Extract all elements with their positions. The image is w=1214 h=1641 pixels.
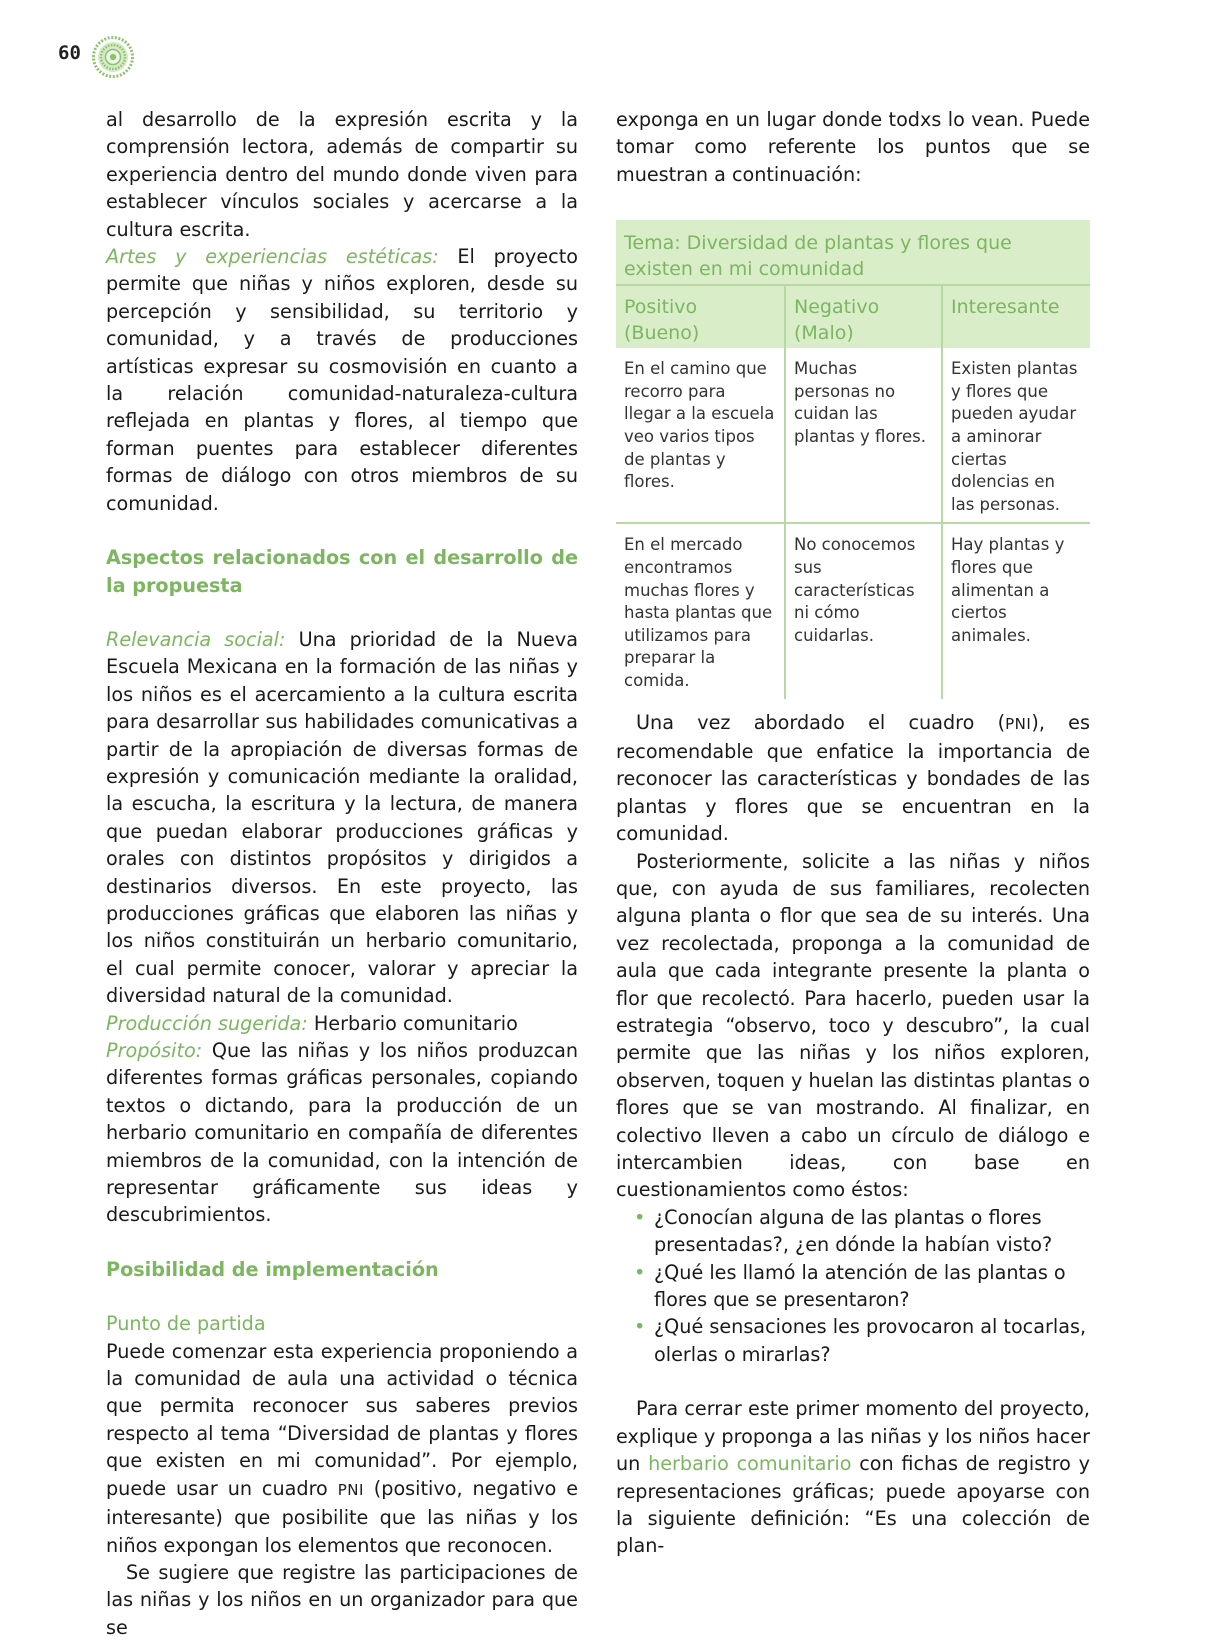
paragraph: Se sugiere que registre las participaciones de las niñas y los niños en un organizador para que se	[106, 1560, 578, 1639]
highlighted-term: herbario comunitario	[648, 1452, 852, 1476]
pni-table	[616, 220, 1090, 698]
column-header-negativo: Negativo (Malo)	[785, 285, 942, 348]
question-list	[616, 1204, 1090, 1368]
paragraph: Para cerrar este primer momento del proyecto, explique y proponga a las niñas y los niños hacer un herbario comunitario con fichas de registro y representaciones gráficas; puede apoyarse con la siguiente definición: “Es una colección de plan-	[616, 1397, 1091, 1558]
term-label: Producción sugerida:	[106, 1011, 308, 1035]
list-item: • ¿Conocían alguna de las plantas o flores presentadas?, ¿en dónde la habían visto?	[654, 1204, 1090, 1259]
paragraph: Posteriormente, solicite a las niñas y niños que, con ayuda de sus familiares, recolecten alguna planta o flor que sea de su interés. Una vez recolectada, proponga a la comunidad de aula que cada integrante presente la planta o flor que recolectó. Para hacerlo, pueden usar la estrategia “observo, toco y descubro”, la cual permite que las niñas y los niños exploren, observen, toquen y huelan las distintas plantas o flores que se van mostrando. Al finalizar, en colectivo lleven a cabo un círculo de diálogo e intercambien ideas, con base en cuestionamientos como éstos:	[616, 849, 1090, 1202]
section-heading: Posibilidad de implementación	[106, 1257, 439, 1281]
table-cell: Existen plantas y flores que pueden ayudar a aminorar ciertas dolencias en las personas.	[942, 348, 1090, 523]
list-item: • ¿Qué sensaciones les provocaron al tocarlas, olerlas o mirarlas?	[654, 1313, 1090, 1368]
paragraph: Producción sugerida: Herbario comunitario	[106, 1011, 518, 1035]
paragraph: al desarrollo de la expresión escrita y la comprensión lectora, además de compartir su experiencia dentro del mundo donde viven para establecer vínculos sociales y acercarse a la cultura escrita.	[106, 108, 578, 241]
abbreviation: PNI	[337, 1480, 364, 1499]
table-cell: Muchas personas no cuidan las plantas y flores.	[785, 348, 942, 523]
table-row	[616, 348, 1090, 523]
list-item: • ¿Qué les llamó la atención de las plantas o flores que se presentaron?	[654, 1259, 1090, 1314]
table-title: Tema: Diversidad de plantas y flores que existen en mi comunidad	[616, 220, 1090, 285]
table-cell: Hay plantas y flores que alimentan a ciertos animales.	[942, 523, 1090, 698]
table-cell: En el camino que recorro para llegar a la escuela veo varios tipos de plantas y flores.	[616, 348, 785, 523]
term-label: Artes y experiencias estéticas:	[106, 245, 439, 269]
table-cell: En el mercado encontramos muchas flores y hasta plantas que utilizamos para preparar la comida.	[624, 535, 773, 690]
column-header-interesante: Interesante	[942, 285, 1090, 348]
paragraph: Propósito: Que las niñas y los niños produzcan diferentes formas gráficas personales, copiando textos o dictando, para la producción de un herbario comunitario en compañía de diferentes miembros de la comunidad, con la intención de representar gráficamente sus ideas y descubrimientos.	[106, 1039, 578, 1227]
paragraph: exponga en un lugar donde todxs lo vean. Puede tomar como referente los puntos que se muestran a continuación:	[616, 108, 1090, 186]
column-header-positivo: Positivo (Bueno)	[616, 285, 785, 348]
page-number: 60	[58, 42, 81, 64]
subheading: Punto de partida	[106, 1312, 266, 1336]
right-column	[616, 106, 1090, 1560]
paragraph: Una vez abordado el cuadro (PNI), es recomendable que enfatice la importancia de reconocer las características y bondades de las plantas y flores que se encuentran en la comunidad.	[616, 710, 1090, 846]
abbreviation: PNI	[1005, 714, 1032, 733]
sun-seal-icon	[92, 36, 134, 78]
section-heading: Aspectos relacionados con el desarrollo de la propuesta	[106, 546, 578, 597]
table-cell: No conocemos sus características ni cómo cuidarlas.	[785, 523, 942, 698]
table-row	[616, 523, 1090, 698]
paragraph: Puede comenzar esta experiencia proponiendo a la comunidad de aula una actividad o técnica que permita reconocer sus saberes previos respecto al tema “Diversidad de plantas y flores que existen en mi comunidad”. Por ejemplo, puede usar un cuadro PNI (positivo, negativo e interesante) que posibilite que las niñas y los niños expongan los elementos que reconocen.	[106, 1339, 579, 1557]
term-label: Propósito:	[106, 1039, 203, 1062]
term-label: Relevancia social:	[106, 627, 286, 651]
paragraph: Artes y experiencias estéticas: El proyecto permite que niñas y niños exploren, desde su percepción y sensibilidad, su territorio y comunidad, y a través de producciones artísticas expresar su cosmovisión en cuanto a la relación comunidad-naturaleza-cultura reflejada en plantas y flores, al tiempo que forman puentes para establecer diferentes formas de diálogo con otros miembros de su comunidad.	[106, 245, 578, 515]
paragraph: Relevancia social: Una prioridad de la Nueva Escuela Mexicana en la formación de las niñas y los niños es el acercamiento a la cultura escrita para desarrollar sus habilidades comunicativas a partir de la apropiación de diversas formas de expresión y comunicación mediante la oralidad, la escucha, la escritura y la lectura, de manera que puedan elaborar producciones gráficas y orales con distintos propósitos y dirigidos a destinarios diversos. En este proyecto, las producciones gráficas que elaboren las niñas y los niños constituirán un herbario comunitario, el cual permite conocer, valorar y apreciar la diversidad natural de la comunidad.	[106, 627, 578, 1008]
left-column	[106, 106, 578, 1641]
